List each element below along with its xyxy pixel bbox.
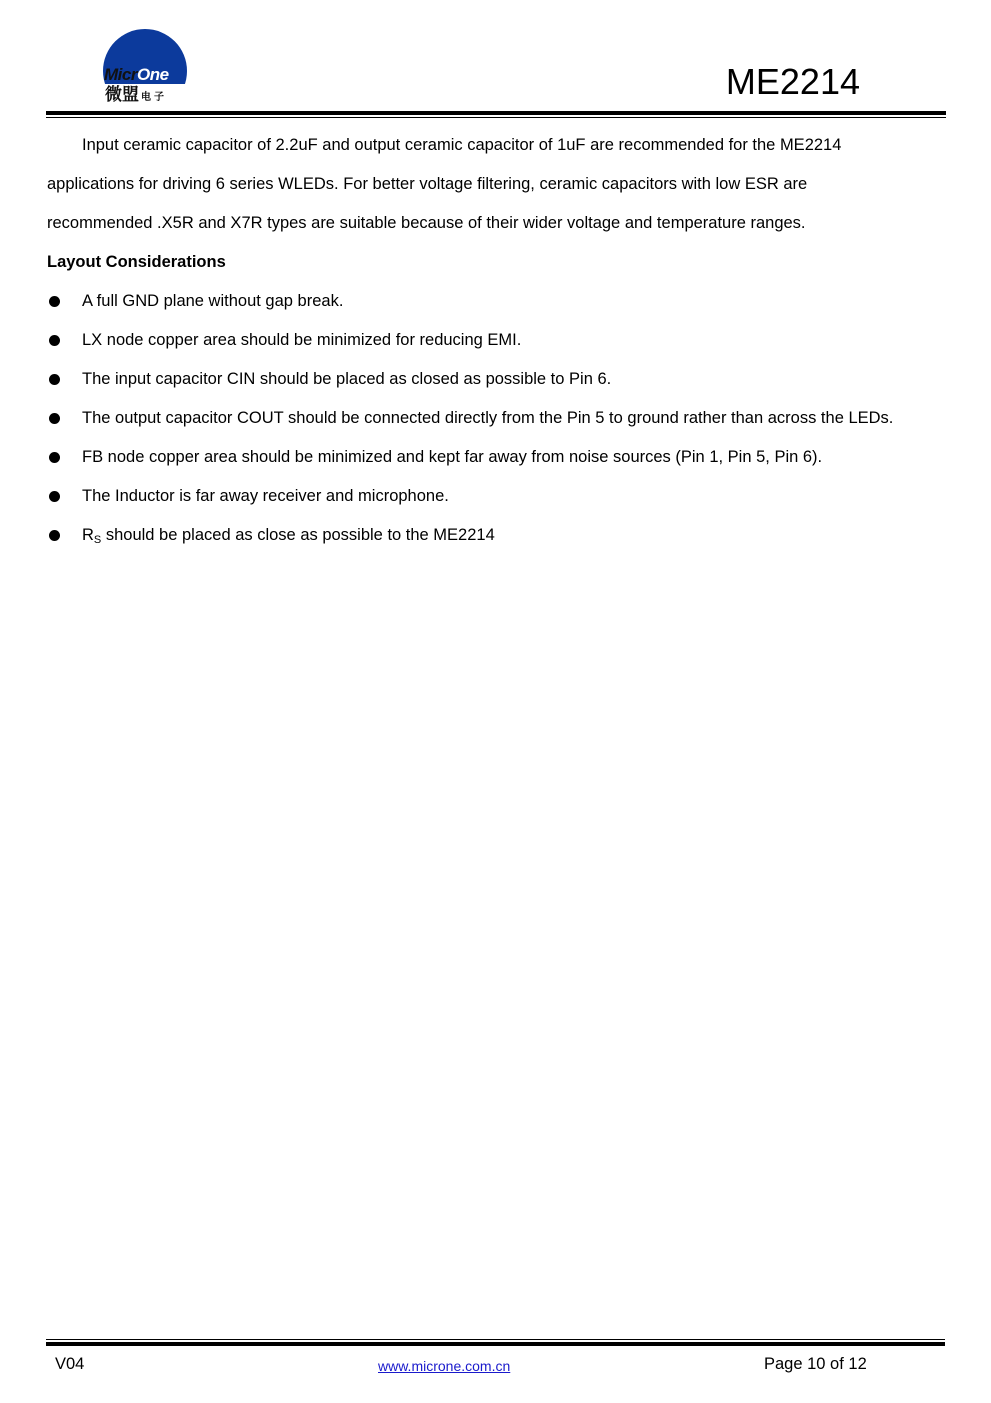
- list-item-text: The input capacitor CIN should be placed as closed as possible to Pin 6.: [82, 370, 612, 388]
- website-link[interactable]: www.microne.com.cn: [378, 1358, 511, 1374]
- layout-considerations-list: [47, 282, 947, 555]
- company-logo: [100, 28, 192, 108]
- logo-chinese-name: [105, 85, 167, 108]
- version-label: V04: [55, 1355, 85, 1373]
- paragraph-line: applications for driving 6 series WLEDs. For better voltage filtering, ceramic capacitors with low ESR are: [47, 175, 808, 193]
- bullet-icon: [49, 452, 60, 463]
- bullet-icon: [49, 296, 60, 307]
- footer-rule-thick: [46, 1342, 945, 1346]
- bullet-icon: [49, 491, 60, 502]
- document-title: ME2214: [725, 61, 860, 102]
- list-item-text: should be placed as close as possible to the ME2214: [101, 526, 495, 544]
- footer-rule-thin: [46, 1339, 945, 1340]
- bullet-icon: [49, 413, 60, 424]
- paragraph-line: Input ceramic capacitor of 2.2uF and output ceramic capacitor of 1uF are recommended for the ME2214: [82, 136, 842, 154]
- list-item: [47, 282, 947, 321]
- paragraph-line: recommended .X5R and X7R types are suitable because of their wider voltage and temperature ranges.: [47, 214, 806, 232]
- list-item: [47, 321, 947, 360]
- header-rule-thick: [46, 111, 946, 115]
- bullet-icon: [49, 374, 60, 385]
- bullet-icon: [49, 530, 60, 541]
- page-number: Page 10 of 12: [764, 1355, 867, 1373]
- list-item-text: The output capacitor COUT should be connected directly from the Pin 5 to ground rather than across the LEDs.: [82, 409, 894, 427]
- bullet-icon: [49, 335, 60, 346]
- rs-symbol: R: [82, 526, 94, 544]
- logo-wordmark-part1: Micr: [104, 65, 137, 84]
- list-item-text: A full GND plane without gap break.: [82, 292, 344, 310]
- list-item: [47, 360, 947, 399]
- list-item-text: The Inductor is far away receiver and microphone.: [82, 487, 449, 505]
- list-item: [47, 438, 947, 477]
- section-heading: Layout Considerations: [47, 253, 226, 271]
- logo-chinese-main: 微盟: [105, 85, 139, 105]
- list-item-text: LX node copper area should be minimized for reducing EMI.: [82, 331, 522, 349]
- page-content: [47, 126, 947, 555]
- list-item-text: FB node copper area should be minimized and kept far away from noise sources (Pin 1, Pin 5, Pin 6).: [82, 448, 823, 466]
- rs-subscript: S: [93, 534, 102, 546]
- list-item: [47, 477, 947, 516]
- list-item: [47, 399, 947, 438]
- header-rule-thin: [46, 117, 946, 118]
- list-item: [47, 516, 947, 555]
- logo-chinese-small: 电子: [141, 92, 167, 103]
- logo-wordmark: [104, 66, 169, 83]
- logo-wordmark-part2: One: [136, 65, 169, 84]
